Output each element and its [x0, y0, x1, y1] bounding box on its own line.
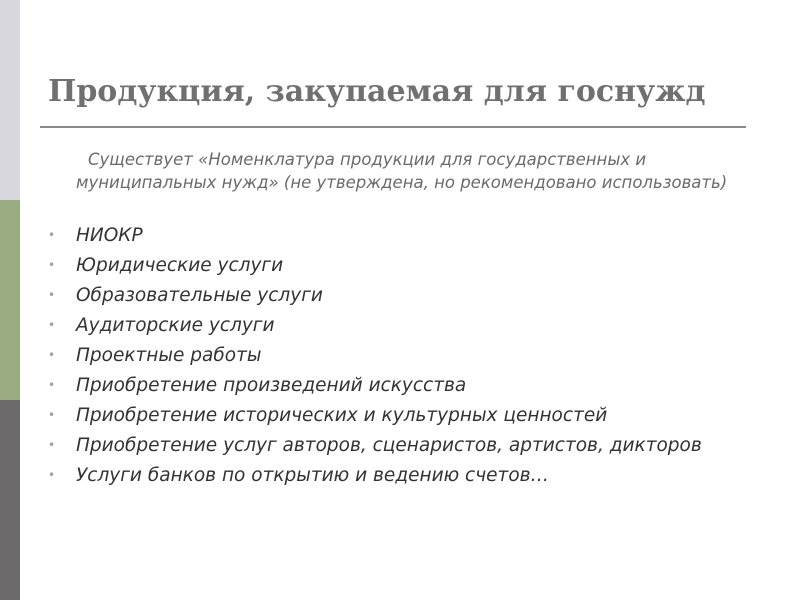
- list-item-text: Проектные работы: [76, 345, 262, 366]
- sidebar-accent-top: [0, 0, 20, 200]
- list-item: [48, 374, 748, 397]
- bullet-icon: •: [48, 438, 56, 452]
- title-divider: [40, 126, 746, 128]
- list-item: [48, 254, 748, 277]
- list-item-text: Аудиторские услуги: [76, 315, 275, 336]
- list-item: [48, 284, 748, 307]
- list-item-text: Приобретение исторических и культурных ценностей: [76, 405, 608, 426]
- bullet-icon: •: [48, 348, 56, 362]
- list-item: [48, 314, 748, 337]
- bullet-icon: •: [48, 258, 56, 272]
- bullet-list: [48, 224, 748, 494]
- bullet-icon: •: [48, 288, 56, 302]
- bullet-icon: •: [48, 468, 56, 482]
- slide-title: Продукция, закупаемая для госнужд: [48, 74, 706, 109]
- list-item: [48, 344, 748, 367]
- list-item: [48, 464, 748, 487]
- sidebar-accent-bottom: [0, 400, 20, 600]
- list-item-text: Услуги банков по открытию и ведению счетов…: [76, 465, 550, 486]
- list-item-text: Приобретение произведений искусства: [76, 375, 467, 396]
- list-item-text: Приобретение услуг авторов, сценаристов, артистов, дикторов: [76, 435, 702, 456]
- list-item: [48, 224, 748, 247]
- list-item: [48, 404, 748, 427]
- bullet-icon: •: [48, 228, 56, 242]
- bullet-icon: •: [48, 408, 56, 422]
- list-item-text: Образовательные услуги: [76, 285, 323, 306]
- list-item-text: НИОКР: [76, 225, 143, 246]
- bullet-icon: •: [48, 318, 56, 332]
- sidebar-accent-middle: [0, 200, 20, 400]
- list-item: [48, 434, 748, 457]
- bullet-icon: •: [48, 378, 56, 392]
- list-item-text: Юридические услуги: [76, 255, 284, 276]
- intro-text: Существует «Номенклатура продукции для государственных и муниципальных нужд» (не утверждена, но рекомендовано использовать): [76, 150, 728, 192]
